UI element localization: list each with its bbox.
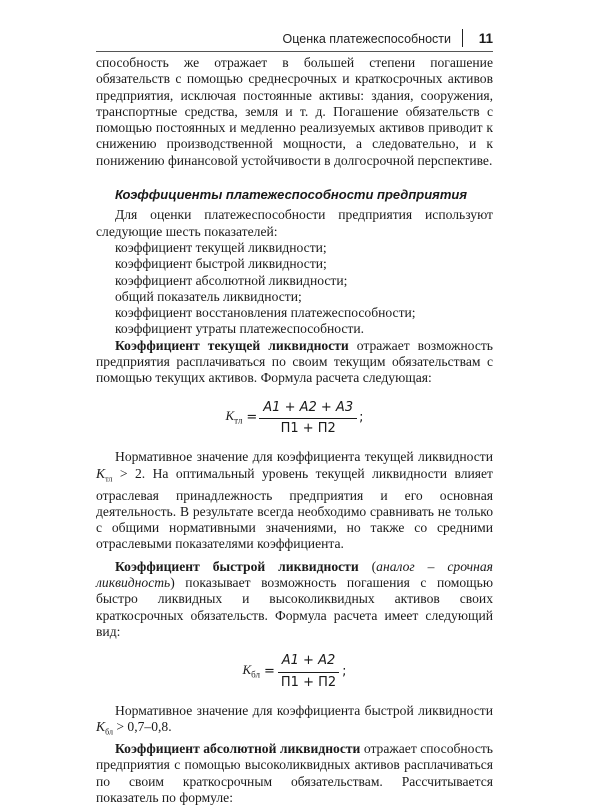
running-title: Оценка платежеспособности (282, 32, 451, 46)
page-header (96, 28, 493, 50)
formula-quick-liquidity (96, 653, 493, 691)
paragraph-continuation: способность же отражает в большей степени погашение обязательств с помощью среднесрочных и краткосрочных активов предприятия, исключая постоянные активы: здания, сооружения, транспортные средства, земля и т. д. Погашение обязательств с помощью постоянных и медленно реализуемых активов приводит к снижению производственной мощности, а следовательно, и к понижению финансовой устойчивости в долгосрочной перспективе. (96, 55, 493, 168)
list-item: коэффициент быстрой ликвидности; (115, 256, 327, 272)
indicator-list (96, 240, 493, 338)
list-item: коэффициент абсолютной ликвидности; (115, 272, 348, 288)
paragraph-quick-norm: Нормативное значение для коэффициента быстрой ликвидности $K_{бл} > 0,7-0,8$. (96, 702, 493, 737)
formula-numerator: A1 + A2 + A3 (259, 400, 357, 419)
list-item: коэффициент утраты платежеспособности. (115, 321, 365, 337)
page-number: 11 (478, 31, 493, 46)
formula-end: ; (342, 663, 347, 679)
section-heading: Коэффициенты платежеспособности предприятия (115, 187, 467, 203)
formula-end: ; (359, 410, 364, 426)
page-content (96, 55, 493, 806)
paragraph-intro: Для оценки платежеспособности предприятия используют следующие шесть показателей: (96, 207, 493, 239)
term-quick-liquidity: Коэффициент быстрой ликвидности (115, 558, 359, 574)
term-current-liquidity: Коэффициент текущей ликвидности (115, 337, 349, 353)
formula-symbol: $K_{тл}$ (225, 407, 243, 426)
header-rule (96, 51, 493, 52)
list-item: коэффициент текущей ликвидности; (115, 239, 327, 255)
header-separator (462, 29, 464, 47)
paragraph-current-norm: Нормативное значение для коэффициента текущей ликвидности $K_{тл} > 2$. На оптимальный уровень текущей ликвидности влияет отраслевая принадлежность предприятия и его основная деятельность. В результате всегда необходимо сравнивать не только с общими нормативными значениями, но также со средними отраслевыми показателями коэффициента. (96, 449, 493, 552)
list-item: общий показатель ликвидности; (115, 288, 302, 304)
paragraph-absolute-liquidity: Коэффициент абсолютной ликвидности отражает способность предприятия с помощью высоколиквидных активов расплачиваться по своим краткосрочным обязательствам. Рассчитывается показатель по формуле: (96, 741, 493, 806)
formula-equals: = (246, 410, 258, 426)
formula-fraction (259, 400, 357, 438)
list-item: коэффициент восстановления платежеспособности; (115, 305, 416, 321)
formula-fraction (277, 653, 340, 691)
formula-current-liquidity (96, 400, 493, 438)
formula-symbol: $K_{бл}$ (242, 661, 260, 680)
formula-numerator: A1 + A2 (278, 653, 340, 672)
paragraph-quick-liquidity: Коэффициент быстрой ликвидности (аналог – срочная ликвидность) показывает возможность погашения с помощью быстро ликвидных и высоколиквидных активов своих краткосрочных обязательств. Формула расчета имеет следующий вид: (96, 558, 493, 639)
formula-denominator: П1 + П2 (280, 420, 336, 436)
paragraph-current-liquidity: Коэффициент текущей ликвидности отражает возможность предприятия расплачиваться по своим текущим обязательствам с помощью текущих активов. Формула расчета следующая: (96, 337, 493, 386)
formula-denominator: П1 + П2 (280, 674, 337, 690)
formula-equals: = (263, 663, 275, 679)
term-absolute-liquidity: Коэффициент абсолютной ликвидности (115, 741, 361, 757)
